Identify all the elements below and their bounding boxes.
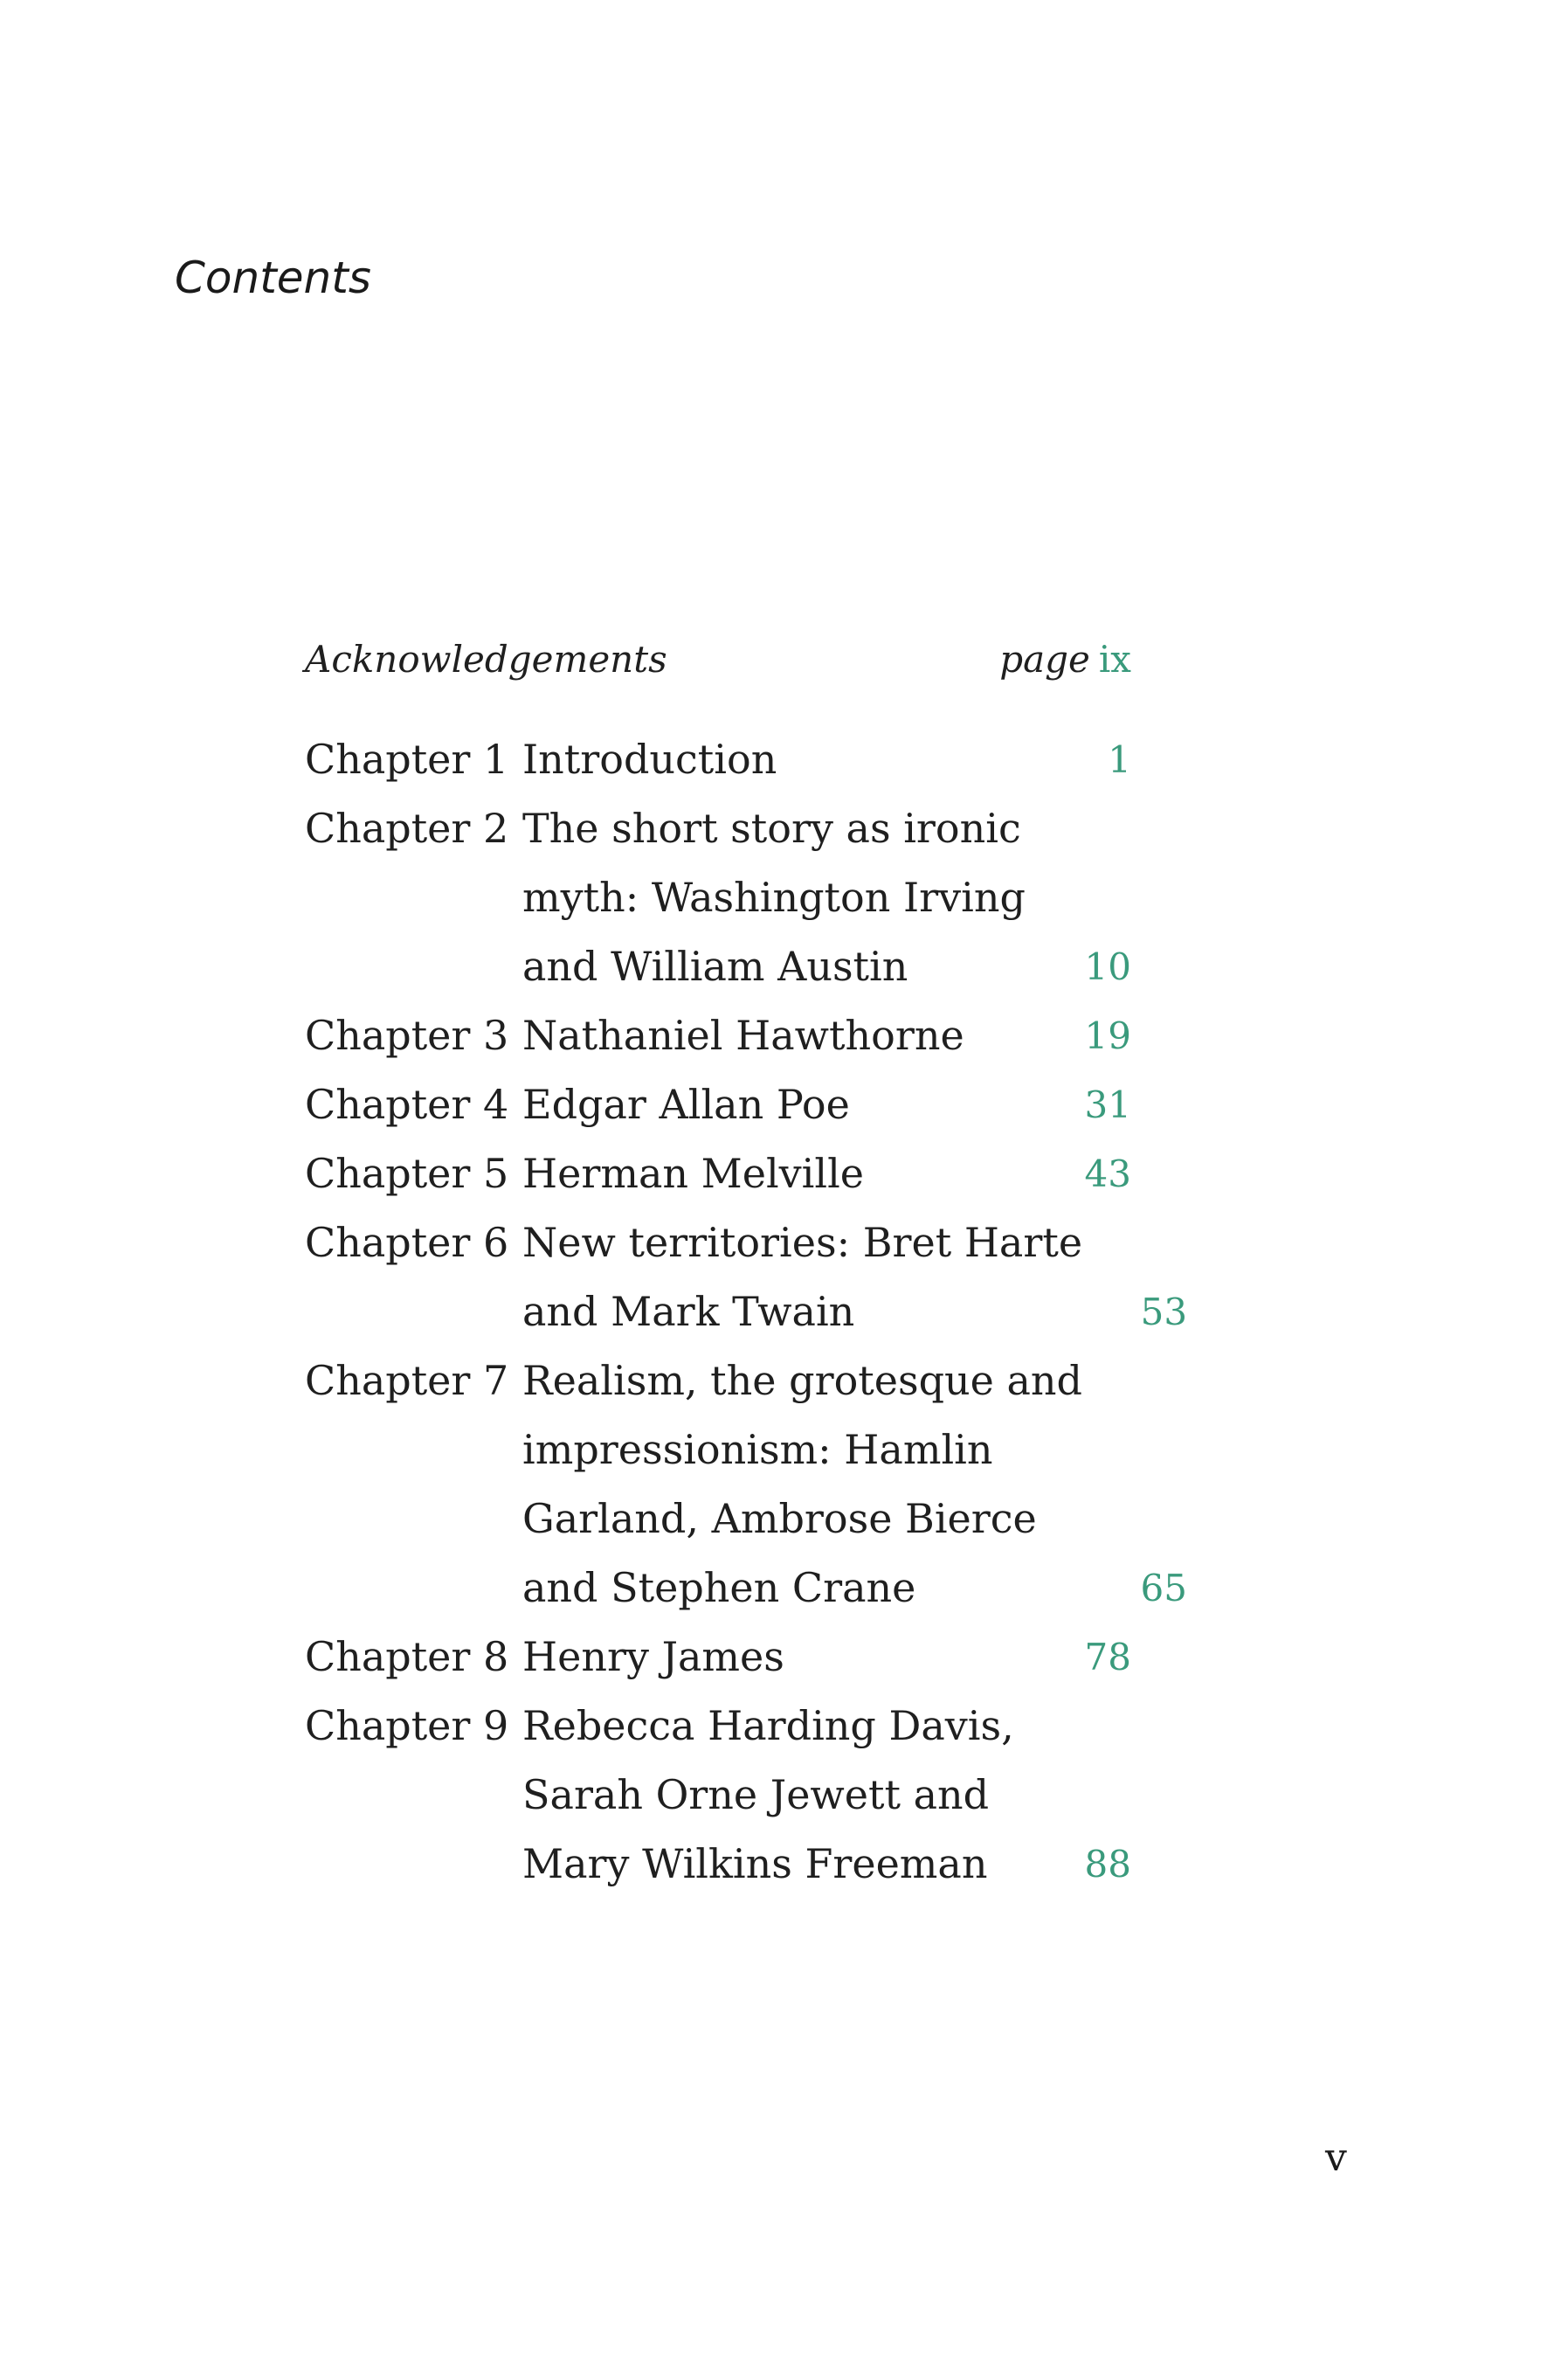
- toc-page-number[interactable]: 65: [1140, 1567, 1187, 1609]
- toc-page-number[interactable]: 10: [1084, 945, 1131, 988]
- chapter-title-line: Mary Wilkins Freeman: [522, 1840, 988, 1887]
- toc-entry-chapter-4[interactable]: [305, 1070, 1131, 1139]
- toc-entry-acknowledgements[interactable]: [305, 625, 1131, 694]
- chapter-title-line: myth: Washington Irving: [522, 874, 1026, 921]
- chapter-title-line: Introduction: [522, 736, 777, 783]
- toc-page-number[interactable]: 43: [1084, 1152, 1131, 1195]
- chapter-title-line: Nathaniel Hawthorne: [522, 1012, 964, 1059]
- chapter-label: Chapter 7: [305, 1357, 509, 1404]
- chapter-title: [522, 1623, 1026, 1692]
- chapter-label: Chapter 5: [305, 1150, 509, 1197]
- chapter-label: Chapter 2: [305, 805, 509, 852]
- toc-entry-chapter-9[interactable]: [305, 1692, 1131, 1899]
- chapter-title-line: and Stephen Crane: [522, 1564, 916, 1611]
- toc-entry-title: Acknowledgements: [305, 638, 667, 681]
- chapter-title-line: Herman Melville: [522, 1150, 864, 1197]
- chapter-label: Chapter 3: [305, 1012, 509, 1059]
- chapter-label: Chapter 8: [305, 1633, 509, 1680]
- chapter-title-line: and William Austin: [522, 943, 908, 990]
- toc-entry-chapter-8[interactable]: [305, 1623, 1131, 1692]
- page-label: page: [999, 638, 1090, 681]
- chapter-title-line: Edgar Allan Poe: [522, 1081, 850, 1128]
- chapter-title: [522, 1001, 1026, 1070]
- chapter-title: [522, 725, 1026, 794]
- chapter-title: [522, 794, 1026, 1001]
- chapter-title-line: Realism, the grotesque and: [522, 1357, 1082, 1404]
- toc-entry-chapter-6[interactable]: [305, 1208, 1188, 1346]
- toc-page-number[interactable]: ix: [1098, 638, 1131, 681]
- toc-entry-chapter-5[interactable]: [305, 1139, 1131, 1208]
- chapter-title-line: Sarah Orne Jewett and: [522, 1771, 990, 1818]
- chapter-label: Chapter 4: [305, 1081, 509, 1128]
- toc-entry-chapter-7[interactable]: [305, 1346, 1187, 1623]
- toc-page-number[interactable]: 31: [1084, 1083, 1131, 1126]
- chapter-title: [522, 1692, 1026, 1899]
- chapter-title: [522, 1346, 1082, 1623]
- chapter-title-line: Rebecca Harding Davis,: [522, 1702, 1014, 1749]
- chapter-title-line: Henry James: [522, 1633, 784, 1680]
- toc-entry-chapter-3[interactable]: [305, 1001, 1131, 1070]
- chapter-title: [522, 1070, 1026, 1139]
- chapter-title: [522, 1139, 1026, 1208]
- chapter-title-line: impressionism: Hamlin: [522, 1426, 993, 1473]
- chapter-label: Chapter 1: [305, 736, 509, 783]
- chapter-title: [522, 1208, 1082, 1346]
- toc-page-number[interactable]: 78: [1084, 1636, 1131, 1678]
- toc-entry-chapter-2[interactable]: [305, 794, 1131, 1001]
- toc-page-number[interactable]: 19: [1084, 1014, 1131, 1057]
- toc-page-number[interactable]: 88: [1084, 1843, 1131, 1886]
- chapter-title-line: and Mark Twain: [522, 1288, 855, 1335]
- table-of-contents: [305, 625, 1188, 1899]
- chapter-title-line: New territories: Bret Harte: [522, 1219, 1083, 1266]
- chapter-label: Chapter 6: [305, 1219, 509, 1266]
- page-title: Contents: [175, 253, 371, 303]
- toc-page-number[interactable]: 1: [1108, 738, 1131, 781]
- toc-entry-chapter-1[interactable]: [305, 725, 1131, 794]
- toc-page-number[interactable]: 53: [1140, 1291, 1188, 1333]
- chapter-title-line: Garland, Ambrose Bierce: [522, 1495, 1037, 1542]
- chapter-label: Chapter 9: [305, 1702, 509, 1749]
- chapter-title-line: The short story as ironic: [522, 805, 1021, 852]
- page-folio: v: [1325, 2135, 1347, 2180]
